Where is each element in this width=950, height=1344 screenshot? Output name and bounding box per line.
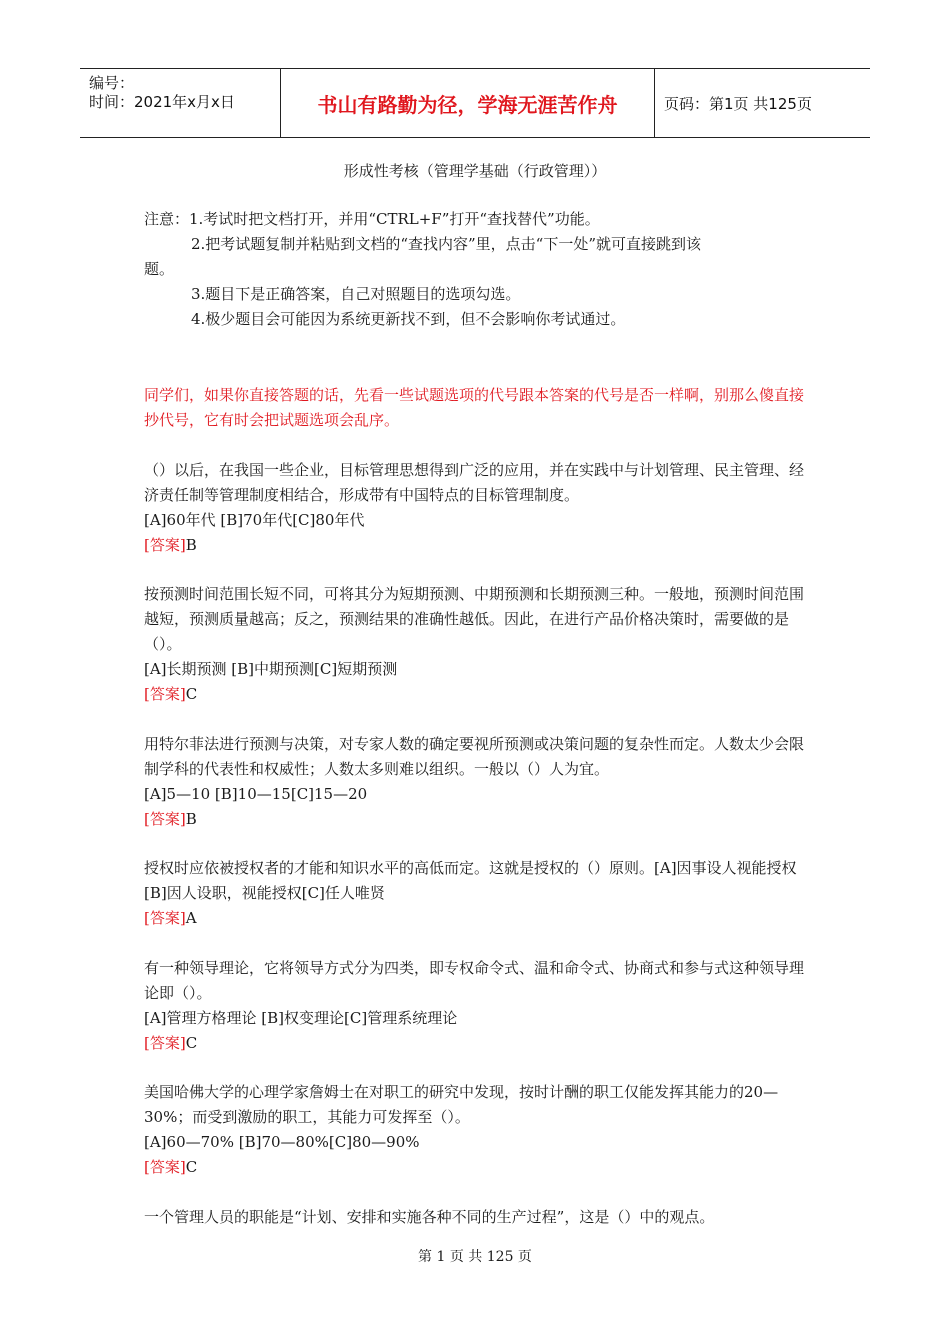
answer-value: A (185, 909, 197, 927)
question-item (144, 1205, 808, 1230)
answer-value: C (185, 1034, 198, 1052)
question-answer (144, 533, 808, 558)
question-answer (144, 682, 808, 707)
header-motto: 书山有路勤为径，学海无涯苦作舟 (317, 92, 618, 117)
notice-block (144, 207, 808, 332)
question-answer (144, 906, 808, 931)
document-header (80, 68, 870, 138)
question-item (144, 732, 808, 832)
question-stem: 美国哈佛大学的心理学家詹姆士在对职工的研究中发现，按时计酬的职工仅能发挥其能力的20—30%；而受到激励的职工，其能力可发挥至（）。 (144, 1083, 779, 1126)
answer-label: [答案] (144, 685, 186, 703)
question-stem: 用特尔菲法进行预测与决策，对专家人数的确定要视所预测或决策问题的复杂性而定。人数太少会限制学科的代表性和权威性；人数太多则难以组织。一般以（）人为宜。 (144, 735, 805, 778)
notice-line: 题。 (144, 260, 175, 278)
question-options: [A]管理方格理论 [B]权变理论[C]管理系统理论 (144, 1009, 458, 1027)
header-divider (654, 69, 655, 137)
answer-value: B (185, 810, 197, 828)
question-item (144, 582, 808, 707)
question-stem: 一个管理人员的职能是“计划、安排和实施各种不同的生产过程”，这是（）中的观点。 (144, 1208, 715, 1226)
question-options: [A]长期预测 [B]中期预测[C]短期预测 (144, 660, 398, 678)
document-title: 形成性考核（管理学基础（行政管理）） (343, 162, 607, 180)
question-answer (144, 1031, 808, 1056)
question-stem: 有一种领导理论，它将领导方式分为四类，即专权命令式、温和命令式、协商式和参与式这种领导理论即（）。 (144, 959, 805, 1002)
header-page-code: 页码：第1页 共125页 (664, 95, 812, 113)
question-answer (144, 1155, 808, 1180)
answer-value: C (185, 685, 198, 703)
question-answer (144, 807, 808, 832)
answer-label: [答案] (144, 810, 186, 828)
notice-line: 注意：1.考试时把文档打开，并用“CTRL+F”打开“查找替代”功能。 (144, 210, 600, 228)
question-item (144, 1080, 808, 1180)
question-item (144, 458, 808, 558)
question-stem: 按预测时间范围长短不同，可将其分为短期预测、中期预测和长期预测三种。一般地，预测时间范围越短，预测质量越高；反之，预测结果的准确性越低。因此，在进行产品价格决策时，需要做的是（）。 (144, 585, 805, 653)
question-stem: 授权时应依被授权者的才能和知识水平的高低而定。这就是授权的（）原则。[A]因事设人视能授权 [B]因人设职，视能授权[C]任人唯贤 (144, 859, 797, 902)
question-stem: （）以后，在我国一些企业，目标管理思想得到广泛的应用，并在实践中与计划管理、民主管理、经济责任制等管理制度相结合，形成带有中国特点的目标管理制度。 (144, 461, 805, 504)
notice-line: 2.把考试题复制并粘贴到文档的“查找内容”里，点击“下一处”就可直接跳到该 (191, 235, 701, 253)
answer-label: [答案] (144, 1158, 186, 1176)
answer-label: [答案] (144, 1034, 186, 1052)
question-options: [A]60年代 [B]70年代[C]80年代 (144, 511, 365, 529)
question-options: [A]5—10 [B]10—15[C]15—20 (144, 785, 368, 803)
question-options: [A]60—70% [B]70—80%[C]80—90% (144, 1133, 420, 1151)
answer-value: B (185, 536, 197, 554)
question-item (144, 856, 808, 931)
notice-line: 3.题目下是正确答案，自己对照题目的选项勾选。 (191, 285, 521, 303)
page-footer: 第 1 页 共 125 页 (418, 1249, 532, 1265)
time-label: 时间：2021年x月x日 (89, 93, 235, 111)
number-label: 编号： (89, 74, 135, 92)
answer-label: [答案] (144, 909, 186, 927)
answer-label: [答案] (144, 536, 186, 554)
answer-value: C (185, 1158, 198, 1176)
header-meta (80, 69, 280, 137)
warning-text: 同学们，如果你直接答题的话，先看一些试题选项的代号跟本答案的代号是否一样啊，别那么傻直接抄代号，它有时会把试题选项会乱序。 (144, 386, 805, 429)
notice-line: 4.极少题目会可能因为系统更新找不到，但不会影响你考试通过。 (191, 310, 626, 328)
question-item (144, 956, 808, 1056)
